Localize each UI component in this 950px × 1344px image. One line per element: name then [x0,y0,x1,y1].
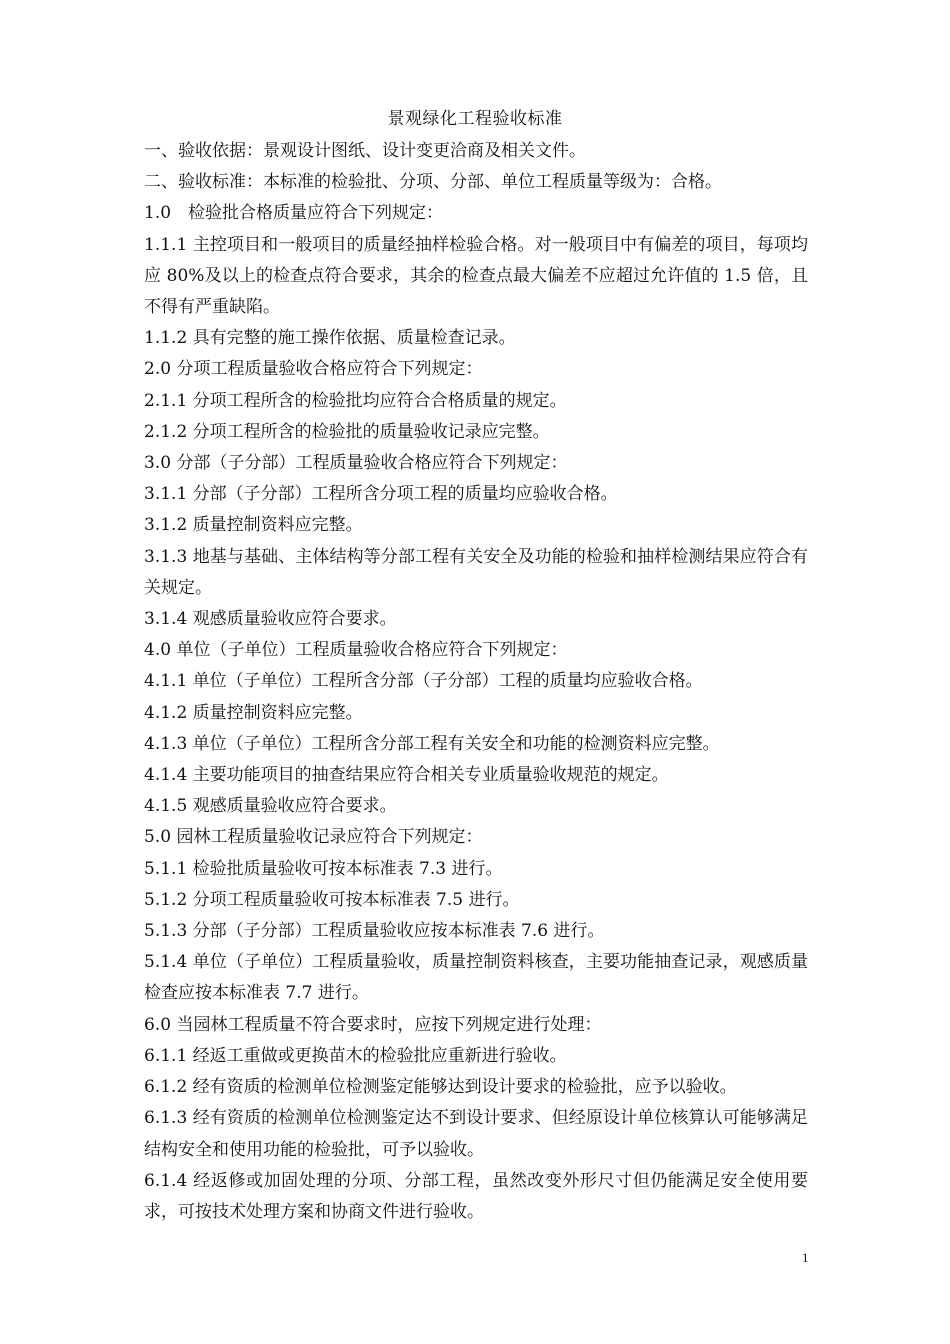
document-body [144,136,808,1228]
section-5-0: 5.0 园林工程质量验收记录应符合下列规定： [144,827,483,848]
clause-5-1-4: 5.1.4 单位（子单位）工程质量验收，质量控制资料核查，主要功能抽查记录，观感质量检查应按本标准表 7.7 进行。 [144,952,808,1004]
clause-5-1-3: 5.1.3 分部（子分部）工程质量验收应按本标准表 7.6 进行。 [144,921,605,942]
document-title: 景观绿化工程验收标准 [387,109,563,129]
clause-4-1-5: 4.1.5 观感质量验收应符合要求。 [144,796,397,817]
clause-6-1-1: 6.1.1 经返工重做或更换苗木的检验批应重新进行验收。 [144,1045,567,1066]
clause-6-1-3: 6.1.3 经有资质的检测单位检测鉴定达不到设计要求、但经原设计单位核算认可能够满足结构安全和使用功能的检验批，可予以验收。 [144,1108,808,1160]
clause-6-1-2: 6.1.2 经有资质的检测单位检测鉴定能够达到设计要求的检验批，应予以验收。 [144,1077,737,1098]
clause-2-1-2: 2.1.2 分项工程所含的检验批的质量验收记录应完整。 [144,421,550,442]
clause-3-1-3: 3.1.3 地基与基础、主体结构等分部工程有关安全及功能的检验和抽样检测结果应符合有关规定。 [144,546,808,598]
clause-4-1-3: 4.1.3 单位（子单位）工程所含分部工程有关安全和功能的检测资料应完整。 [144,733,720,754]
clause-4-1-4: 4.1.4 主要功能项目的抽查结果应符合相关专业质量验收规范的规定。 [144,765,669,786]
clause-3-1-2: 3.1.2 质量控制资料应完整。 [144,515,363,536]
clause-3-1-1: 3.1.1 分部（子分部）工程所含分项工程的质量均应验收合格。 [144,484,618,505]
page-number: 1 [802,1250,809,1265]
clause-4-1-1: 4.1.1 单位（子单位）工程所含分部（子分部）工程的质量均应验收合格。 [144,671,703,692]
clause-1-1-1: 1.1.1 主控项目和一般项目的质量经抽样检验合格。对一般项目中有偏差的项目，每项均应 80%及以上的检查点符合要求，其余的检查点最大偏差不应超过允许值的 1.5 倍，且不得有严重缺陷。 [144,234,808,318]
clause-6-1-4: 6.1.4 经返修或加固处理的分项、分部工程，虽然改变外形尺寸但仍能满足安全使用要求，可按技术处理方案和协商文件进行验收。 [144,1170,808,1222]
section-3-0: 3.0 分部（子分部）工程质量验收合格应符合下列规定： [144,453,568,474]
clause-5-1-2: 5.1.2 分项工程质量验收可按本标准表 7.5 进行。 [144,889,520,910]
clause-2-1-1: 2.1.1 分项工程所含的检验批均应符合合格质量的规定。 [144,390,567,411]
paragraph-standard: 二、验收标准：本标准的检验批、分项、分部、单位工程质量等级为：合格。 [144,172,722,193]
paragraph-basis: 一、验收依据：景观设计图纸、设计变更洽商及相关文件。 [144,141,586,161]
section-6-0: 6.0 当园林工程质量不符合要求时，应按下列规定进行处理： [144,1014,602,1035]
section-1-0: 1.0 检验批合格质量应符合下列规定： [144,203,444,224]
section-2-0: 2.0 分项工程质量验收合格应符合下列规定： [144,359,483,380]
clause-5-1-1: 5.1.1 检验批质量验收可按本标准表 7.3 进行。 [144,858,503,879]
clause-1-1-2: 1.1.2 具有完整的施工操作依据、质量检查记录。 [144,328,516,349]
clause-4-1-2: 4.1.2 质量控制资料应完整。 [144,702,363,723]
clause-3-1-4: 3.1.4 观感质量验收应符合要求。 [144,609,397,630]
section-4-0: 4.0 单位（子单位）工程质量验收合格应符合下列规定： [144,640,568,661]
